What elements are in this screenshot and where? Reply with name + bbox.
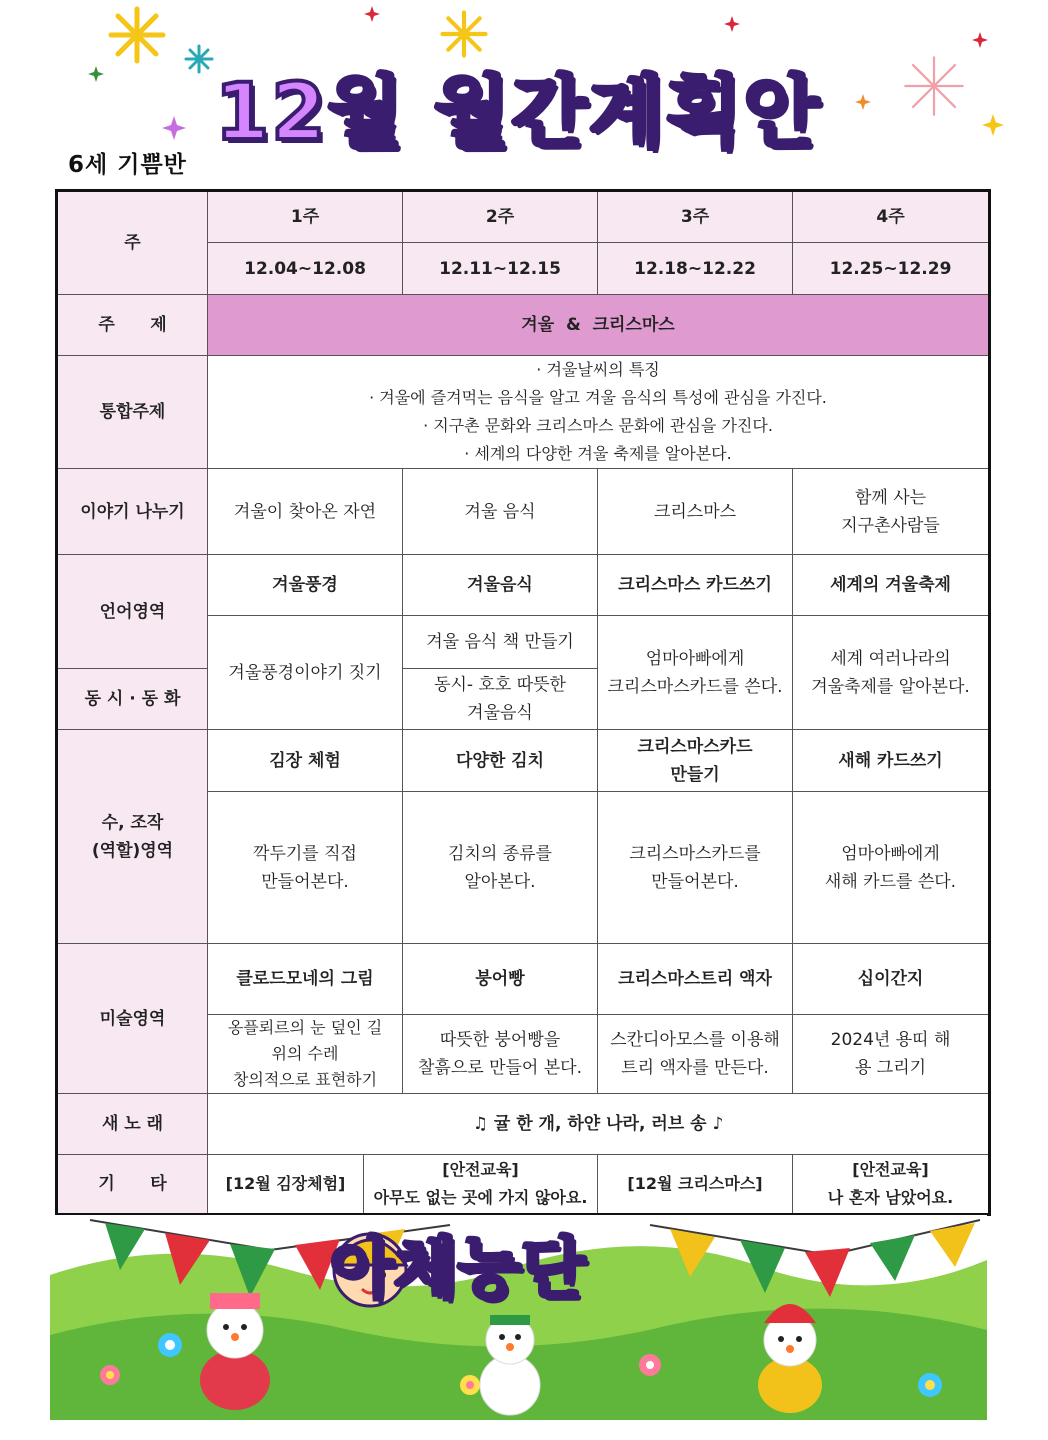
- math-desc-1: [208, 792, 403, 944]
- language-week-3-line: 크리스마스카드를 쓴다.: [607, 676, 783, 697]
- star-icon: [972, 32, 988, 48]
- etc-week-4-line: 나 혼자 남았어요.: [827, 1188, 954, 1207]
- week-4-label: 4주: [793, 191, 990, 243]
- language-week-3-line: 엄마아빠에게: [645, 648, 745, 669]
- song-label: 새 노 래: [57, 1094, 208, 1155]
- language-week-1: 겨울풍경이야기 짓기: [208, 616, 403, 730]
- snowflake-icon: [184, 44, 214, 74]
- art-desc-line: 스칸디아모스를 이용해: [610, 1030, 780, 1050]
- page-title: [215, 40, 855, 170]
- art-desc-line: 따뜻한 붕어빵을: [439, 1030, 561, 1050]
- snowman-icon: [480, 1315, 540, 1415]
- week-1-label: 1주: [208, 191, 403, 243]
- etc-week-1: [12월 김장체험]: [208, 1155, 364, 1215]
- language-week-3: [598, 616, 793, 730]
- star-icon: [855, 94, 871, 110]
- math-desc-line: 알아본다.: [464, 871, 536, 892]
- story-week-1: 겨울이 찾아온 자연: [208, 469, 403, 555]
- math-desc-line: 깍두기를 직접: [253, 843, 357, 864]
- math-desc-line: 만들어본다.: [261, 871, 349, 892]
- story-week-4-line: 지구촌사람들: [841, 515, 940, 536]
- integrated-item: · 겨울에 즐겨먹는 음식을 알고 겨울 음식의 특성에 관심을 가진다.: [369, 388, 827, 407]
- math-label-line: 수, 조작: [101, 812, 164, 833]
- star-icon: [162, 116, 186, 140]
- language-title-2: 겨울음식: [403, 555, 598, 616]
- week-2-label: 2주: [403, 191, 598, 243]
- week-label: 주: [57, 191, 208, 295]
- week-3-dates: 12.18~12.22: [598, 243, 793, 295]
- poem-label: 동 시 · 동 화: [57, 669, 208, 730]
- banner-title: 아체능단: [330, 1230, 586, 1307]
- story-week-3: 크리스마스: [598, 469, 793, 555]
- story-week-2: 겨울 음식: [403, 469, 598, 555]
- math-desc-line: 만들어본다.: [651, 871, 739, 892]
- song-value: ♫ 귤 한 개, 하얀 나라, 러브 송 ♪: [208, 1094, 990, 1155]
- integrated-item: · 세계의 다양한 겨울 축제를 알아본다.: [464, 444, 732, 463]
- art-desc-1: [208, 1015, 403, 1094]
- math-desc-3: [598, 792, 793, 944]
- story-label: 이야기 나누기: [57, 469, 208, 555]
- math-title-1: 김장 체험: [208, 730, 403, 792]
- integrated-label: 통합주제: [57, 356, 208, 469]
- math-title-3-line: 크리스마스카드: [637, 736, 753, 757]
- art-title-4: 십이간지: [793, 944, 990, 1015]
- math-desc-line: 크리스마스카드를: [629, 843, 761, 864]
- star-icon: [364, 6, 380, 22]
- language-label: 언어영역: [57, 555, 208, 669]
- week-2-dates: 12.11~12.15: [403, 243, 598, 295]
- etc-label: 기 타: [57, 1155, 208, 1215]
- language-week-4: [793, 616, 990, 730]
- snowflake-icon: [902, 54, 966, 118]
- star-icon: [724, 16, 740, 32]
- math-label-line: (역할)영역: [91, 840, 174, 861]
- integrated-item: · 지구촌 문화와 크리스마스 문화에 관심을 가진다.: [423, 416, 773, 435]
- math-title-3-line: 만들기: [670, 764, 720, 785]
- theme-label: 주 제: [57, 295, 208, 356]
- art-label: 미술영역: [57, 944, 208, 1094]
- language-title-1: 겨울풍경: [208, 555, 403, 616]
- story-week-4-line: 함께 사는: [854, 487, 927, 508]
- art-title-2: 붕어빵: [403, 944, 598, 1015]
- art-desc-line: 2024년 용띠 해: [830, 1030, 951, 1050]
- art-desc-line: 위의 수레: [271, 1044, 339, 1063]
- art-title-3: 크리스마스트리 액자: [598, 944, 793, 1015]
- math-title-4: 새해 카드쓰기: [793, 730, 990, 792]
- etc-week-4: [793, 1155, 990, 1215]
- monthly-plan-table: [55, 189, 991, 1216]
- integrated-item: · 겨울날씨의 특징: [536, 360, 660, 379]
- art-desc-2: [403, 1015, 598, 1094]
- math-desc-2: [403, 792, 598, 944]
- class-name: 6세 기쁨반: [68, 152, 187, 178]
- etc-week-4-line: [안전교육]: [852, 1160, 929, 1179]
- art-desc-line: 옹플뢰르의 눈 덮인 길: [227, 1018, 383, 1037]
- art-desc-4: [793, 1015, 990, 1094]
- language-week-4-line: 겨울축제를 알아본다.: [811, 676, 970, 697]
- theme-value: 겨울 & 크리스마스: [208, 295, 990, 356]
- math-desc-line: 새해 카드를 쓴다.: [824, 871, 957, 892]
- math-desc-line: 김치의 종류를: [448, 843, 552, 864]
- snowflake-icon: [108, 6, 166, 64]
- story-week-4: [793, 469, 990, 555]
- week-1-dates: 12.04~12.08: [208, 243, 403, 295]
- art-title-1: 클로드모네의 그림: [208, 944, 403, 1015]
- art-desc-3: [598, 1015, 793, 1094]
- art-desc-line: 용 그리기: [854, 1058, 927, 1078]
- week-4-dates: 12.25~12.29: [793, 243, 990, 295]
- star-icon: [88, 66, 104, 82]
- math-title-2: 다양한 김치: [403, 730, 598, 792]
- star-icon: [982, 114, 1004, 136]
- etc-week-2: [364, 1155, 598, 1215]
- language-week-4-line: 세계 여러나라의: [830, 648, 951, 669]
- math-label: [57, 730, 208, 944]
- math-desc-4: [793, 792, 990, 944]
- art-desc-line: 트리 액자를 만든다.: [621, 1058, 769, 1078]
- art-desc-line: 창의적으로 표현하기: [232, 1070, 378, 1089]
- language-title-3: 크리스마스 카드쓰기: [598, 555, 793, 616]
- language-week-2a: 겨울 음식 책 만들기: [403, 616, 598, 669]
- title-main: 월간계획안: [434, 68, 821, 158]
- art-desc-line: 찰흙으로 만들어 본다.: [418, 1058, 583, 1078]
- poem-week-2: [403, 669, 598, 730]
- math-title-3: [598, 730, 793, 792]
- etc-week-3: [12월 크리스마스]: [598, 1155, 793, 1215]
- etc-week-2-line: [안전교육]: [442, 1160, 519, 1179]
- week-3-label: 3주: [598, 191, 793, 243]
- math-desc-line: 엄마아빠에게: [841, 843, 940, 864]
- title-month: 12월: [215, 68, 405, 158]
- language-title-4: 세계의 겨울축제: [793, 555, 990, 616]
- etc-week-2-line: 아무도 없는 곳에 가지 않아요.: [373, 1188, 588, 1207]
- poem-week-2-line: 동시- 호호 따뜻한: [434, 675, 566, 695]
- integrated-topics: [208, 356, 990, 469]
- poem-week-2-line: 겨울음식: [467, 703, 533, 723]
